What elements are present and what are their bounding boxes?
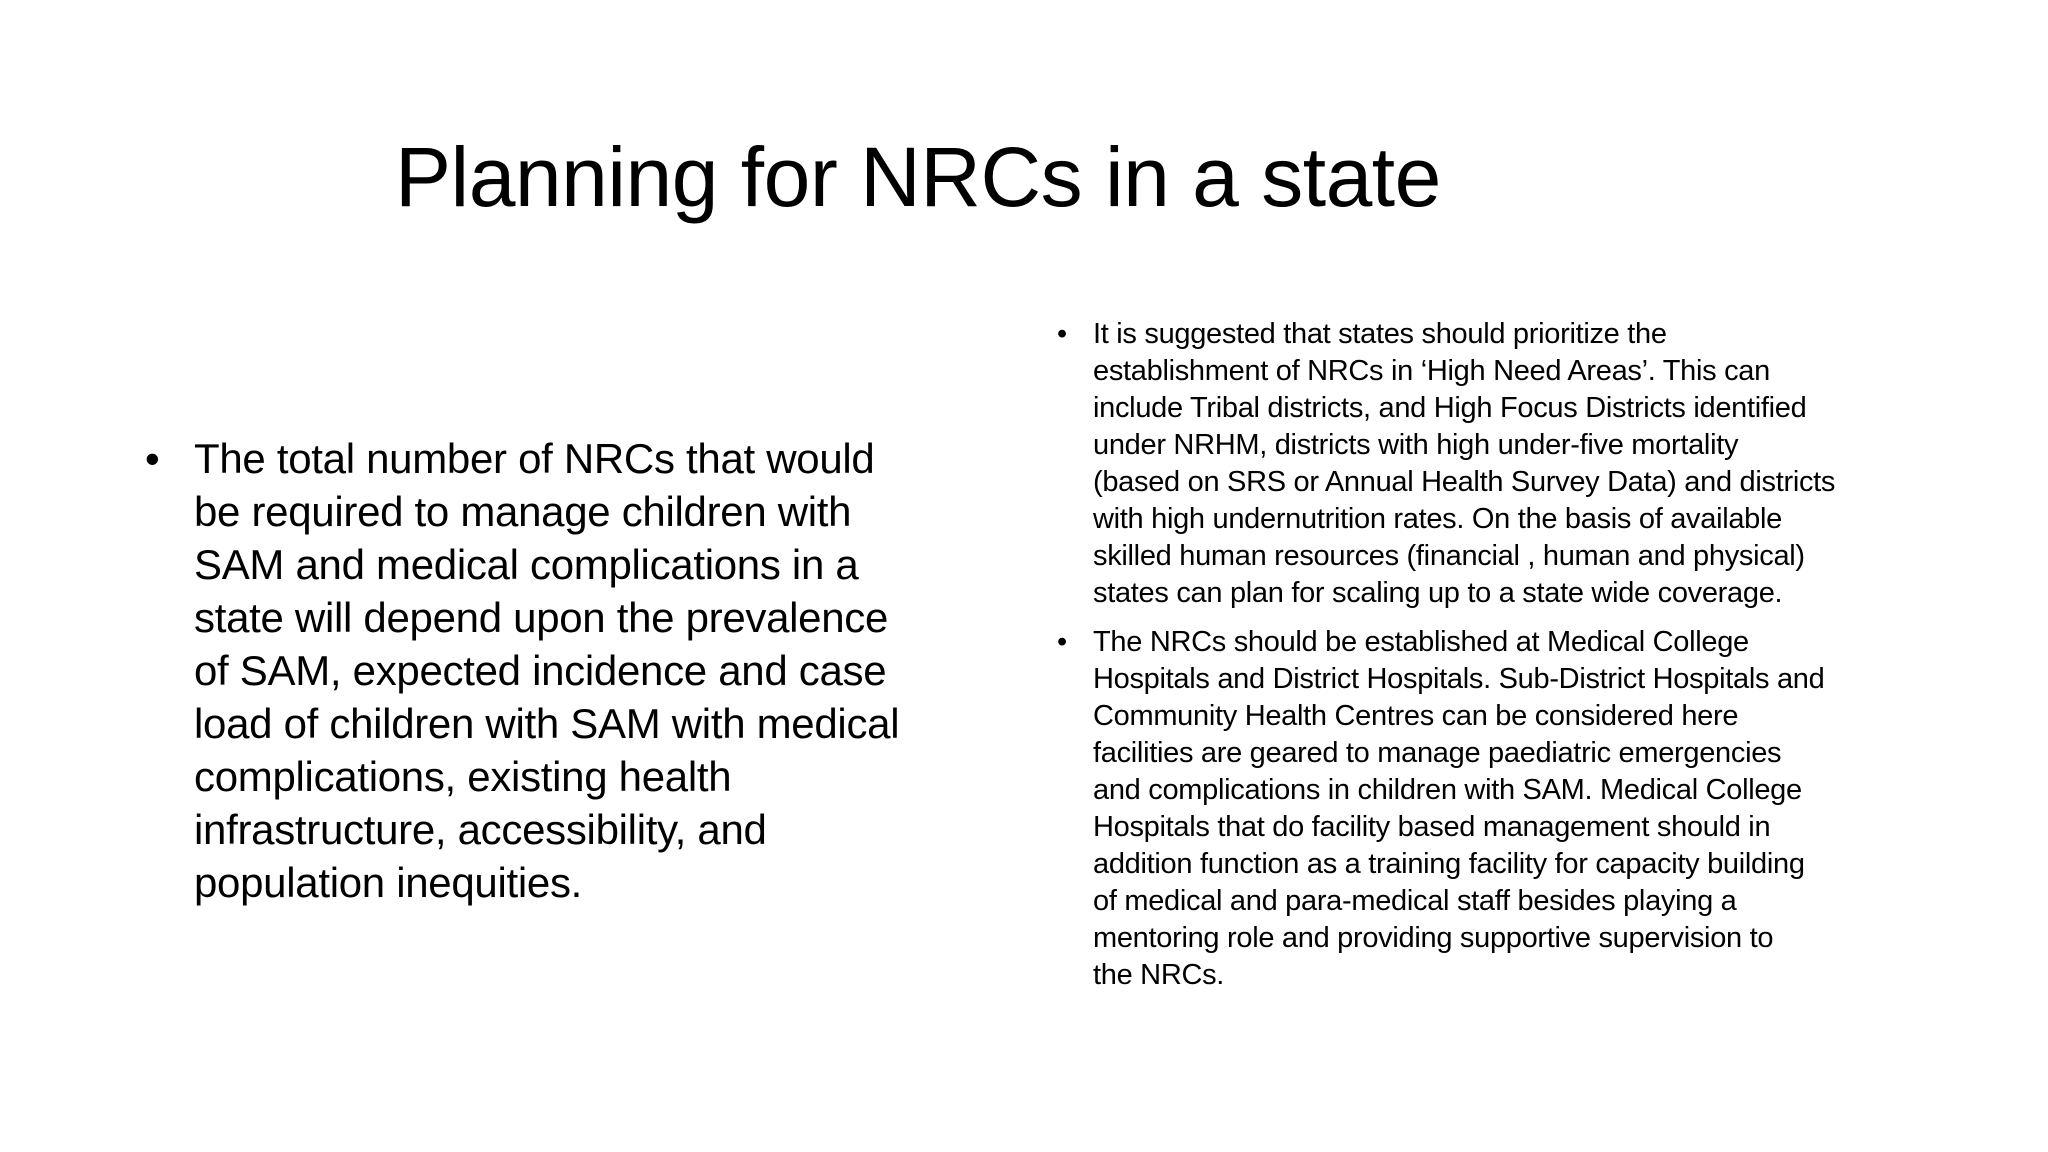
bullet-text-line: the NRCs. — [1093, 959, 1225, 991]
bullet-text-line: include Tribal districts, and High Focus Districts identified — [1093, 392, 1807, 424]
left-bullet-item — [143, 432, 1003, 909]
bullet-text-line: load of children with SAM with medical — [194, 700, 900, 747]
bullet-text-line: addition function as a training facility for capacity building — [1093, 848, 1805, 880]
bullet-text-line: with high undernutrition rates. On the basis of available — [1093, 503, 1782, 535]
bullet-text-line: facilities are geared to manage paediatric emergencies — [1093, 737, 1782, 769]
bullet-text-line: population inequities. — [194, 859, 583, 906]
bullet-text-line: Hospitals and District Hospitals. Sub-District Hospitals and — [1093, 663, 1825, 695]
bullet-text-line: It is suggested that states should prioritize the — [1093, 318, 1667, 350]
bullet-text-line: Community Health Centres can be considered here — [1093, 700, 1739, 732]
left-content-placeholder — [143, 432, 1003, 909]
slide-title: Planning for NRCs in a state — [395, 130, 1441, 224]
right-bullet-item — [1057, 624, 1917, 994]
bullet-text-line: under NRHM, districts with high under-five mortality — [1093, 429, 1739, 461]
right-bullet-item — [1057, 316, 1917, 612]
bullet-text-line: infrastructure, accessibility, and — [194, 806, 767, 853]
right-content-placeholder — [1057, 316, 1917, 1006]
bullet-text-line: of SAM, expected incidence and case — [194, 647, 887, 694]
bullet-text-line: state will depend upon the prevalence — [194, 594, 889, 641]
bullet-icon: • — [1057, 318, 1067, 350]
bullet-text-line: states can plan for scaling up to a state wide coverage. — [1093, 577, 1783, 609]
bullet-text-line: (based on SRS or Annual Health Survey Data) and districts — [1093, 466, 1836, 498]
bullet-icon: • — [1057, 626, 1067, 658]
bullet-text-line: of medical and para-medical staff besides playing a — [1093, 885, 1737, 917]
right-bullet-list — [1057, 316, 1917, 994]
bullet-text-line: The NRCs should be established at Medical College — [1093, 626, 1749, 658]
bullet-text-line: skilled human resources (financial , human and physical) — [1093, 540, 1805, 572]
bullet-text-line: complications, existing health — [194, 753, 732, 800]
bullet-text-line: The total number of NRCs that would — [194, 435, 875, 482]
bullet-text-line: mentoring role and providing supportive supervision to — [1093, 922, 1774, 954]
left-bullet-list — [143, 432, 1003, 909]
bullet-text-line: establishment of NRCs in ‘High Need Areas’. This can — [1093, 355, 1770, 387]
bullet-icon: • — [145, 435, 160, 482]
bullet-text-line: SAM and medical complications in a — [194, 541, 859, 588]
bullet-text-line: Hospitals that do facility based management should in — [1093, 811, 1771, 843]
bullet-text-line: and complications in children with SAM. Medical College — [1093, 774, 1802, 806]
bullet-text-line: be required to manage children with — [194, 488, 852, 535]
